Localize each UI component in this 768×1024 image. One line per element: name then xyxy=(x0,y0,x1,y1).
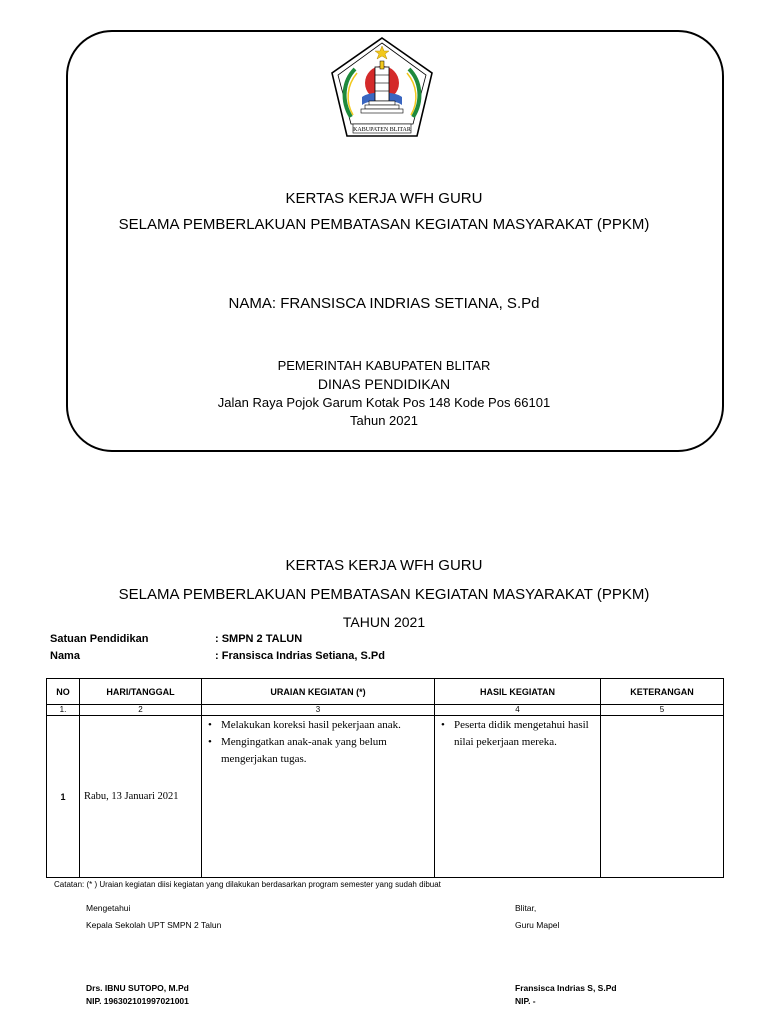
row-activities xyxy=(202,716,435,878)
sign-left-nip: NIP. 196302101997021001 xyxy=(86,996,189,1006)
worksheet-year: TAHUN 2021 xyxy=(342,614,426,630)
sign-left-acknowledge: Mengetahui xyxy=(86,903,131,913)
worksheet-title: KERTAS KERJA WFH GURU xyxy=(285,557,483,574)
row-note xyxy=(601,716,724,878)
header-results: HASIL KEGIATAN xyxy=(435,679,601,705)
header-notes: KETERANGAN xyxy=(601,679,724,705)
row-results xyxy=(435,716,601,878)
col-number: 4 xyxy=(435,705,601,716)
sign-right-nip: NIP. - xyxy=(515,996,536,1006)
sign-left-name: Drs. IBNU SUTOPO, M.Pd xyxy=(86,983,189,993)
table-header-row xyxy=(47,679,724,705)
sign-right-role: Guru Mapel xyxy=(515,920,560,930)
col-number: 3 xyxy=(202,705,435,716)
table-footnote: Catatan: (* ) Uraian kegiatan diisi kegiatan yang dilakukan berdasarkan program semester yang sudah dibuat xyxy=(54,880,441,889)
col-number: 1. xyxy=(47,705,80,716)
activity-table xyxy=(46,678,724,878)
cover-government: PEMERINTAH KABUPATEN BLITAR xyxy=(277,358,491,373)
cover-year: Tahun 2021 xyxy=(350,413,418,428)
table-number-row xyxy=(47,705,724,716)
sign-right-place: Blitar, xyxy=(515,903,537,913)
list-item: • Melakukan koreksi hasil pekerjaan anak. xyxy=(204,717,432,734)
sign-left-role: Kepala Sekolah UPT SMPN 2 Talun xyxy=(86,920,222,930)
emblem-caption: KABUPATEN BLITAR xyxy=(353,127,411,133)
header-no: NO xyxy=(47,679,80,705)
header-activities: URAIAN KEGIATAN (*) xyxy=(202,679,435,705)
table-row xyxy=(47,716,724,878)
cover-subtitle: SELAMA PEMBERLAKUAN PEMBATASAN KEGIATAN MASYARAKAT (PPKM) xyxy=(118,216,650,233)
col-number: 2 xyxy=(80,705,202,716)
kabupaten-blitar-emblem-icon xyxy=(329,35,435,139)
cover-department: DINAS PENDIDIKAN xyxy=(317,376,451,392)
cover-name: NAMA: FRANSISCA INDRIAS SETIANA, S.Pd xyxy=(228,295,540,312)
result-list xyxy=(435,716,600,751)
field-value-satuan: : SMPN 2 TALUN xyxy=(215,633,303,645)
cover-address: Jalan Raya Pojok Garum Kotak Pos 148 Kode Pos 66101 xyxy=(217,395,551,410)
row-no: 1 xyxy=(47,716,80,878)
row-date: Rabu, 13 Januari 2021 xyxy=(80,716,202,878)
field-label-nama: Nama xyxy=(50,650,80,662)
list-item: • Peserta didik mengetahui hasil nilai pekerjaan mereka. xyxy=(437,717,598,751)
list-item: • Mengingatkan anak-anak yang belum mengerjakan tugas. xyxy=(204,734,432,768)
worksheet-subtitle: SELAMA PEMBERLAKUAN PEMBATASAN KEGIATAN MASYARAKAT (PPKM) xyxy=(118,586,650,603)
field-value-nama: : Fransisca Indrias Setiana, S.Pd xyxy=(215,650,385,662)
activity-list xyxy=(202,716,434,768)
col-number: 5 xyxy=(601,705,724,716)
field-label-satuan: Satuan Pendidikan xyxy=(50,633,149,645)
sign-right-name: Fransisca Indrias S, S.Pd xyxy=(515,983,617,993)
header-date: HARI/TANGGAL xyxy=(80,679,202,705)
cover-title: KERTAS KERJA WFH GURU xyxy=(285,190,483,207)
